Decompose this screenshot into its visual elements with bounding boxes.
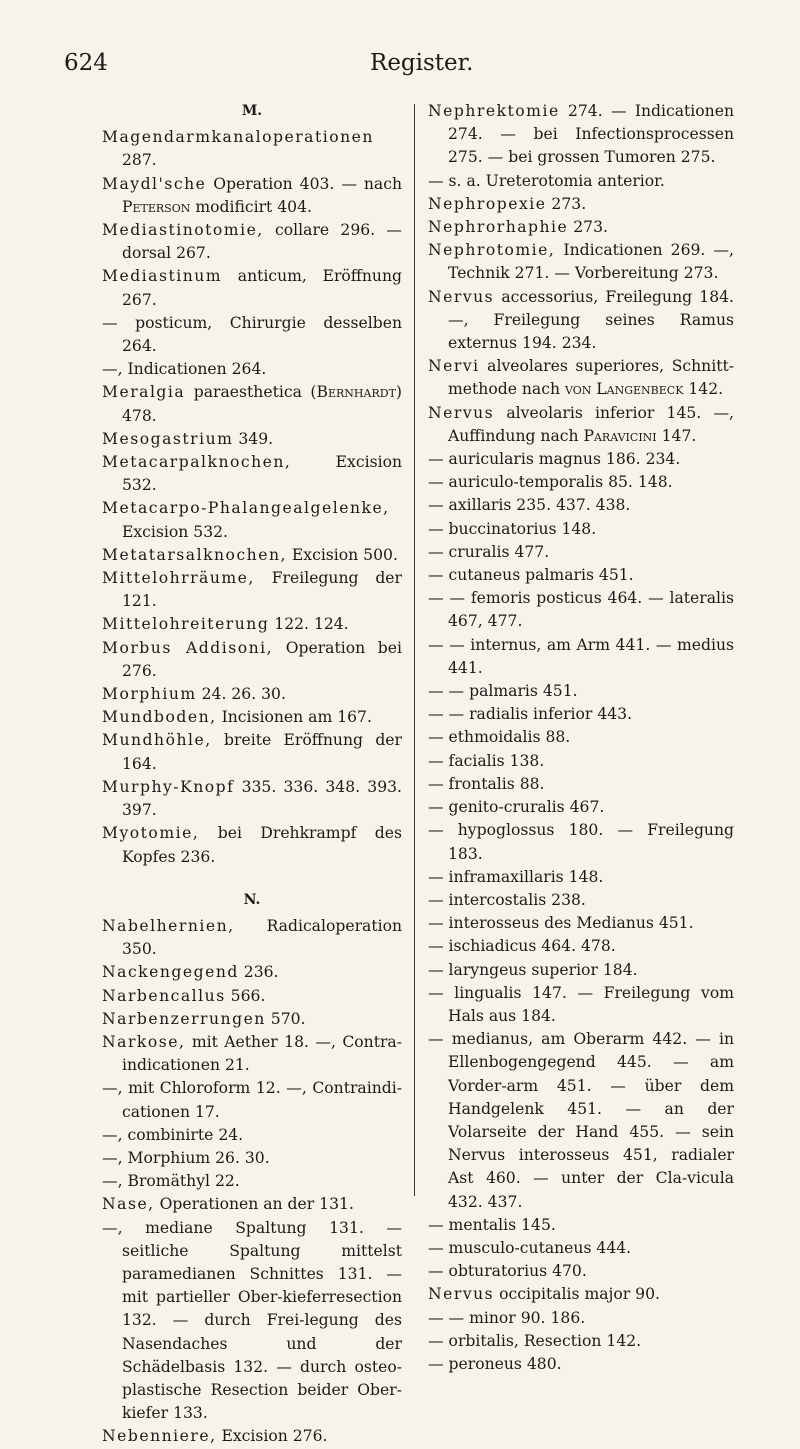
entry-text: alveolaris inferior 145. —, Auffindung nach	[448, 403, 734, 445]
entry-headword: Nephropexie	[428, 194, 547, 213]
entry-text: — hypoglossus 180. — Freilegung 183.	[428, 821, 734, 863]
entry-small-caps: Bernhardt	[316, 383, 396, 402]
index-entry	[428, 912, 734, 935]
index-entry	[428, 1307, 734, 1330]
entry-text: — medianus, am Oberarm 442. — in Ellenbogengegend 445. — am Vorder-arm 451. — über dem Handgelenk 451. — an der Volarseite der Hand 455. — sein Nervus interosseus 451, radialer Ast 460. — unter der Cla-vicula 432. 437.	[428, 1030, 734, 1211]
entry-text: Indicationen 269. —, Technik 271. — Vorbereitung 273.	[448, 241, 734, 283]
entry-headword: Nebenniere,	[102, 1427, 217, 1446]
index-column-right	[428, 100, 734, 1376]
entry-headword: Nephrorhaphie	[428, 218, 569, 237]
entry-headword: Morbus Addisoni,	[102, 638, 274, 657]
entry-text: — ischiadicus 464. 478.	[428, 937, 616, 956]
index-entry	[428, 634, 734, 680]
entry-text: Operation bei 276.	[122, 638, 402, 680]
entry-text: — musculo-cutaneus 444.	[428, 1238, 632, 1257]
entry-text: — auriculo-temporalis 85. 148.	[428, 473, 673, 492]
entry-headword: Metacarpo-Phalangealgelenke,	[102, 499, 390, 518]
entry-text: — interosseus des Medianus 451.	[428, 914, 694, 933]
entry-headword: Metatarsalknochen,	[102, 545, 287, 564]
index-entry	[428, 819, 734, 865]
index-entry	[102, 1170, 402, 1193]
entry-text: Operation 403. — nach	[206, 174, 402, 193]
entry-text: 273.	[568, 218, 608, 237]
entry-text: — ethmoidalis 88.	[428, 728, 571, 747]
index-entry	[102, 1147, 402, 1170]
entry-text: — axillaris 235. 437. 438.	[428, 496, 631, 515]
index-entry	[102, 985, 402, 1008]
index-entry	[428, 587, 734, 633]
entry-headword: Nabelhernien,	[102, 916, 235, 935]
entry-text: Excision 532.	[122, 522, 228, 541]
entry-text: — laryngeus superior 184.	[428, 960, 638, 979]
index-entry	[428, 935, 734, 958]
entry-text: — auricularis magnus 186. 234.	[428, 450, 681, 469]
section-letter: N.	[243, 891, 261, 908]
index-entry	[428, 402, 734, 448]
index-entry	[102, 312, 402, 358]
index-entry	[102, 1124, 402, 1147]
entry-text: accessorius, Freilegung 184. —, Freilegung seines Ramus externus 194. 234.	[448, 287, 734, 353]
index-entry	[102, 915, 402, 961]
entry-headword: Mittelohreiterung	[102, 615, 270, 634]
entry-text: — — palmaris 451.	[428, 682, 578, 701]
index-entry	[428, 982, 734, 1028]
index-entry	[102, 729, 402, 775]
entry-text: — buccinatorius 148.	[428, 519, 597, 538]
index-entry	[102, 497, 402, 543]
index-entry	[428, 959, 734, 982]
entry-small-caps: Peterson	[122, 197, 191, 216]
index-entry	[428, 1330, 734, 1353]
entry-headword: Nephrektomie	[428, 102, 560, 120]
entry-text-tail: 142.	[683, 380, 724, 399]
running-head: Register.	[370, 50, 474, 76]
index-entry	[102, 381, 402, 427]
entry-headword: Murphy-Knopf	[102, 777, 235, 796]
entry-headword: Metacarpalknochen,	[102, 453, 292, 472]
index-entry	[102, 822, 402, 868]
entry-text-tail: modificirt 404.	[190, 197, 312, 216]
entry-text: bei Drehkrampf des Kopfes 236.	[122, 824, 402, 866]
index-entry	[102, 126, 402, 172]
entry-text: 24. 26. 30.	[196, 685, 286, 704]
entry-text: —, Morphium 26. 30.	[102, 1148, 270, 1167]
entry-text: 335. 336. 348. 393. 397.	[122, 777, 402, 820]
index-entry	[102, 265, 402, 311]
entry-text: 274. — Indicationen 274. — bei Infectionsprocessen 275. — bei grossen Tumoren 275.	[448, 102, 734, 167]
entry-headword: Nervus	[428, 403, 495, 422]
index-entry	[428, 866, 734, 889]
index-entry	[102, 1425, 402, 1448]
entry-text: 349.	[233, 429, 274, 448]
entry-text: — s. a. Ureterotomia anterior.	[428, 171, 665, 190]
index-entry	[102, 1077, 402, 1123]
index-entry	[102, 544, 402, 567]
entry-headword: Myotomie,	[102, 824, 200, 843]
index-entry	[428, 796, 734, 819]
entry-text: Excision 500.	[286, 545, 398, 564]
entry-headword: Magendarmkanaloperationen	[102, 128, 374, 147]
entry-headword: Mittelohrräume,	[102, 569, 255, 588]
index-entry	[428, 193, 734, 216]
entry-headword: Nervus	[428, 1285, 495, 1304]
index-entry	[428, 170, 734, 193]
index-entry	[102, 961, 402, 984]
entry-text: 287.	[122, 151, 157, 170]
index-entry	[102, 451, 402, 497]
entry-small-caps: Paravicini	[583, 426, 657, 445]
entry-text: — orbitalis, Resection 142.	[428, 1331, 642, 1350]
index-entry	[102, 567, 402, 613]
entry-text: — facialis 138.	[428, 751, 545, 770]
entry-headword: Narkose,	[102, 1032, 186, 1051]
entry-text: —, mit Chloroform 12. —, Contraindi-cationen 17.	[102, 1079, 402, 1121]
entry-headword: Maydl'sche	[102, 174, 207, 193]
index-entry	[102, 1031, 402, 1077]
entry-headword: Nervus	[428, 287, 495, 306]
entry-text: collare 296. — dorsal 267.	[122, 221, 402, 263]
index-entry	[102, 706, 402, 729]
index-entry	[102, 1193, 402, 1216]
page-number: 624	[64, 50, 108, 76]
index-entry	[428, 355, 734, 401]
entry-text: 236.	[238, 963, 279, 982]
entry-small-caps: von Langenbeck	[564, 380, 684, 399]
section-letter: M.	[241, 103, 263, 119]
index-entry	[102, 637, 402, 683]
index-column-left	[102, 100, 402, 1449]
entry-text: —, Indicationen 264.	[102, 360, 267, 379]
index-entry	[428, 1353, 734, 1376]
index-entry	[428, 773, 734, 796]
index-entry	[428, 564, 734, 587]
entry-headword: Narbencallus	[102, 986, 226, 1005]
entry-text: — obturatorius 470.	[428, 1262, 587, 1281]
column-divider	[414, 104, 415, 1196]
entry-headword: Morphium	[102, 685, 197, 704]
entry-headword: Mediastinum	[102, 267, 223, 286]
entry-text: Radicaloperation 350.	[122, 916, 402, 959]
index-entry	[102, 219, 402, 265]
index-entry	[102, 173, 402, 219]
entry-text: breite Eröffnung der 164.	[122, 731, 402, 773]
entry-text: —, Bromäthyl 22.	[102, 1172, 240, 1191]
index-entry	[428, 216, 734, 239]
index-entry	[102, 776, 402, 822]
entry-headword: Mundhöhle,	[102, 731, 212, 750]
index-entry	[428, 541, 734, 564]
entry-text-tail: ) 478.	[122, 383, 402, 425]
entry-text: Excision 276.	[216, 1427, 328, 1446]
entry-text: 273.	[546, 194, 587, 213]
index-entry	[428, 448, 734, 471]
index-entry	[428, 1028, 734, 1214]
index-entry	[428, 703, 734, 726]
index-entry	[428, 100, 734, 170]
entry-headword: Mesogastrium	[102, 429, 234, 448]
entry-text: — — internus, am Arm 441. — medius 441.	[428, 635, 734, 677]
entry-text: Incisionen am 167.	[216, 708, 372, 727]
entry-text: — — radialis inferior 443.	[428, 705, 633, 724]
entry-text: — — femoris posticus 464. — lateralis 467, 477.	[428, 589, 734, 631]
entry-text: — mentalis 145.	[428, 1215, 556, 1234]
entry-text: mit Aether 18. —, Contra-indicationen 21.	[122, 1032, 402, 1075]
entry-text: — inframaxillaris 148.	[428, 867, 604, 886]
entry-text: anticum, Eröffnung 267.	[122, 267, 402, 309]
entry-text-tail: 147.	[656, 426, 697, 445]
entry-text: —, combinirte 24.	[102, 1125, 244, 1144]
entry-text: — cutaneus palmaris 451.	[428, 566, 634, 585]
index-entry	[428, 1214, 734, 1237]
index-entry	[428, 726, 734, 749]
index-entry	[428, 889, 734, 912]
index-entry	[428, 1260, 734, 1283]
index-entry	[102, 1217, 402, 1426]
index-entry	[102, 683, 402, 706]
entry-text: Freilegung der 121.	[122, 569, 402, 611]
entry-text: occipitalis major 90.	[494, 1285, 660, 1304]
entry-headword: Nackengegend	[102, 963, 239, 982]
entry-text: 570.	[265, 1009, 306, 1028]
index-entry	[428, 239, 734, 285]
entry-headword: Meralgia	[102, 383, 186, 402]
entry-headword: Narbenzerrungen	[102, 1009, 266, 1028]
index-entry	[428, 286, 734, 356]
entry-headword: Mundboden,	[102, 708, 217, 727]
entry-text: 566.	[225, 986, 266, 1005]
index-entry	[102, 1008, 402, 1031]
entry-headword: Mediastinotomie,	[102, 221, 264, 240]
index-entry	[428, 1237, 734, 1260]
index-entry	[428, 471, 734, 494]
index-entry	[102, 613, 402, 636]
entry-headword: Nephrotomie,	[428, 241, 556, 260]
entry-text: — frontalis 88.	[428, 774, 545, 793]
index-entry	[102, 358, 402, 381]
entry-text: Excision 532.	[122, 453, 402, 495]
entry-text: alveolares superiores, Schnitt-methode nach	[448, 357, 734, 399]
index-entry	[428, 750, 734, 773]
entry-text: Operationen an der 131.	[154, 1195, 354, 1214]
index-entry	[428, 518, 734, 541]
entry-text: — genito-cruralis 467.	[428, 798, 605, 817]
entry-headword: Nase,	[102, 1195, 155, 1214]
entry-text: — posticum, Chirurgie desselben 264.	[102, 313, 402, 356]
entry-text: paraesthetica (	[185, 383, 317, 402]
entry-text: 122. 124.	[269, 615, 349, 634]
index-entry	[102, 428, 402, 451]
index-entry	[428, 680, 734, 703]
entry-text: — lingualis 147. — Freilegung vom Hals aus 184.	[428, 983, 734, 1025]
index-entry	[428, 1283, 734, 1306]
entry-text: — cruralis 477.	[428, 542, 550, 561]
entry-text: — — minor 90. 186.	[428, 1308, 586, 1327]
index-entry	[428, 494, 734, 517]
entry-text: — peroneus 480.	[428, 1354, 562, 1373]
entry-text: — intercostalis 238.	[428, 890, 586, 909]
entry-text: —, mediane Spaltung 131. — seitliche Spaltung mittelst paramedianen Schnittes 131. — mit partieller Ober-kieferresection 132. — durch Frei-legung des Nasendaches und der Schädelbasis 132. — durch osteo-plastische Resection beider Ober-kiefer 133.	[102, 1218, 402, 1423]
entry-headword: Nervi	[428, 357, 480, 376]
